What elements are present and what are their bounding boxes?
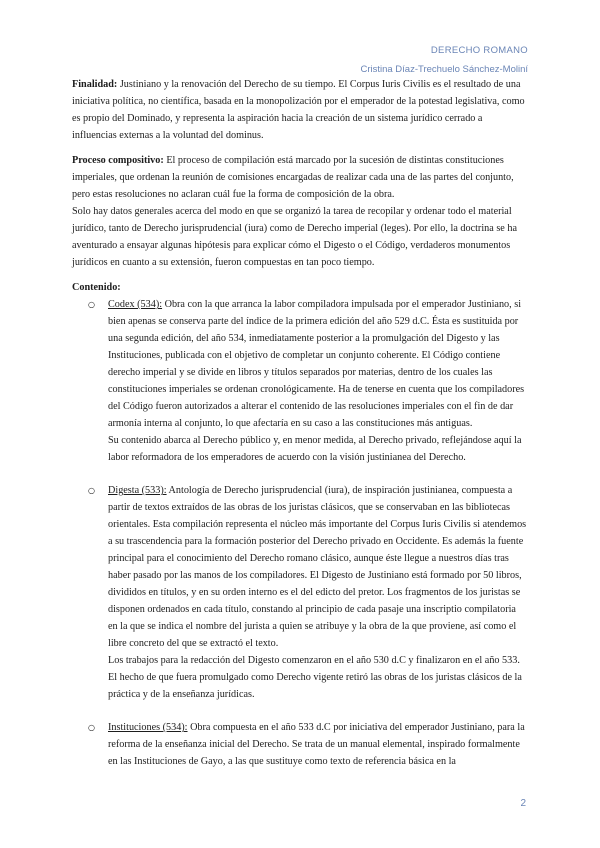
- contenido-label: Contenido:: [72, 282, 121, 293]
- item-text: Obra compuesta en el año 533 d.C por iniciativa del emperador Justiniano, para la reforma de la enseñanza inicial del Derecho. Se trata de un manual elemental, inspirado formalmente en las Instituciones de Gayo, a las que sustituye como texto de referencia básica en la: [108, 722, 525, 767]
- header-author: Cristina Díaz-Trechuelo Sánchez-Moliní: [360, 64, 528, 75]
- document-body: [72, 76, 528, 770]
- finalidad-text: Justiniano y la renovación del Derecho de su tiempo. El Corpus Iuris Civilis es el resultado de una iniciativa política, no científica, basada en la monopolización por el emperador de la potestad legislativa, como es propio del Dominado, y representa la aspiración hacia la creación de un sistema jurídico cerrado a influencias externas a la voluntad del dominus.: [72, 79, 525, 141]
- item-text: Obra con la que arranca la labor compiladora impulsada por el emperador Justiniano, si bien apenas se conserva parte del índice de la primera edición del año 529 d.C. Ésta es sustituida por una segunda edición, del año 534, inmediatamente posterior a la promulgación del Digesto y las Instituciones, publicada con el objetivo de completar un conjunto coherente. El Código contiene derecho imperial y se divide en libros y títulos separados por materias, dentro de los cuales las constituciones imperiales se ordenan cronológicamente. Ha de tenerse en cuenta que los compiladores del Código fueron autorizados a alterar el contenido de las resoluciones imperiales con el fin de dar armonía interna al conjunto, lo que afectaría en su caso a las constituciones más antiguas.: [108, 299, 525, 429]
- item-text: Antología de Derecho jurisprudencial (iura), de inspiración justinianea, compuesta a partir de textos extraídos de las obras de los juristas clásicos, que se conservaban en las bibliotecas orientales. Esta compilación representa el núcleo más importante del Corpus Iuris Civilis si atendemos a su trascendencia para la formación posterior del Derecho privado en Occidente. Es además la fuente principal para el conocimiento del Derecho romano clásico, aunque éste llegue a nuestros días tras haber pasado por las manos de los compiladores. El Digesto de Justiniano está formado por 50 libros, divididos en títulos, y en su orden interno es el del edicto del pretor. Los fragmentos de los juristas se disponen ordenados en cada título, constando al principio de cada pasaje una inscriptio compilatoria en la que se indica el nombre del jurista a quien se atribuye y la obra de la que proviene, así como el libre concreto del que se extractó el texto.: [108, 485, 527, 649]
- list-item-digesta: [72, 482, 528, 703]
- item-title: Instituciones (534):: [108, 722, 188, 733]
- circle-bullet-icon: ○: [88, 300, 95, 309]
- finalidad-paragraph: [72, 76, 528, 144]
- circle-bullet-icon: ○: [88, 486, 95, 495]
- header-title: DERECHO ROMANO: [430, 45, 528, 56]
- list-item-codex: [72, 296, 528, 466]
- proceso-paragraph-2: Solo hay datos generales acerca del modo en que se organizó la tarea de recopilar y ordenar todo el material jurídico, tanto de Derecho jurisprudencial (iura) como de Derecho imperial (leges). Por ello, la doctrina se ha aventurado a ensayar algunas hipótesis para explicar cómo el Digesto o el Código, verdaderos monumentos jurídicos en cuanto a su extensión, fueron compuestas en tan poco tiempo.: [72, 206, 517, 268]
- circle-bullet-icon: ○: [88, 723, 95, 732]
- proceso-label: Proceso compositivo:: [72, 155, 164, 166]
- page-number: 2: [520, 798, 526, 809]
- list-item-instituciones: [72, 719, 528, 770]
- proceso-paragraph: [72, 152, 528, 203]
- item-title: Digesta (533):: [108, 485, 167, 496]
- running-header: [360, 44, 528, 76]
- item-text-2: Los trabajos para la redacción del Digesto comenzaron en el año 530 d.C y finalizaron en el año 533. El hecho de que fuera promulgado como Derecho vigente retiró las obras de los juristas clásicos de la práctica y de la enseñanza jurídicas.: [108, 655, 522, 700]
- item-text-2: Su contenido abarca al Derecho público y, en menor medida, al Derecho privado, reflejándose aquí la labor reformadora de los emperadores de acuerdo con la visión justinianea del Derecho.: [108, 435, 522, 463]
- contenido-list: [72, 296, 528, 770]
- item-title: Codex (534):: [108, 299, 163, 310]
- finalidad-label: Finalidad:: [72, 79, 118, 90]
- proceso-text: El proceso de compilación está marcado por la sucesión de distintas constituciones imperiales, que ordenan la reunión de comisiones encargadas de realizar cada una de las partes del conjunto, pero estas resoluciones no aclaran cuál fue la forma de composición de la obra.: [72, 155, 514, 200]
